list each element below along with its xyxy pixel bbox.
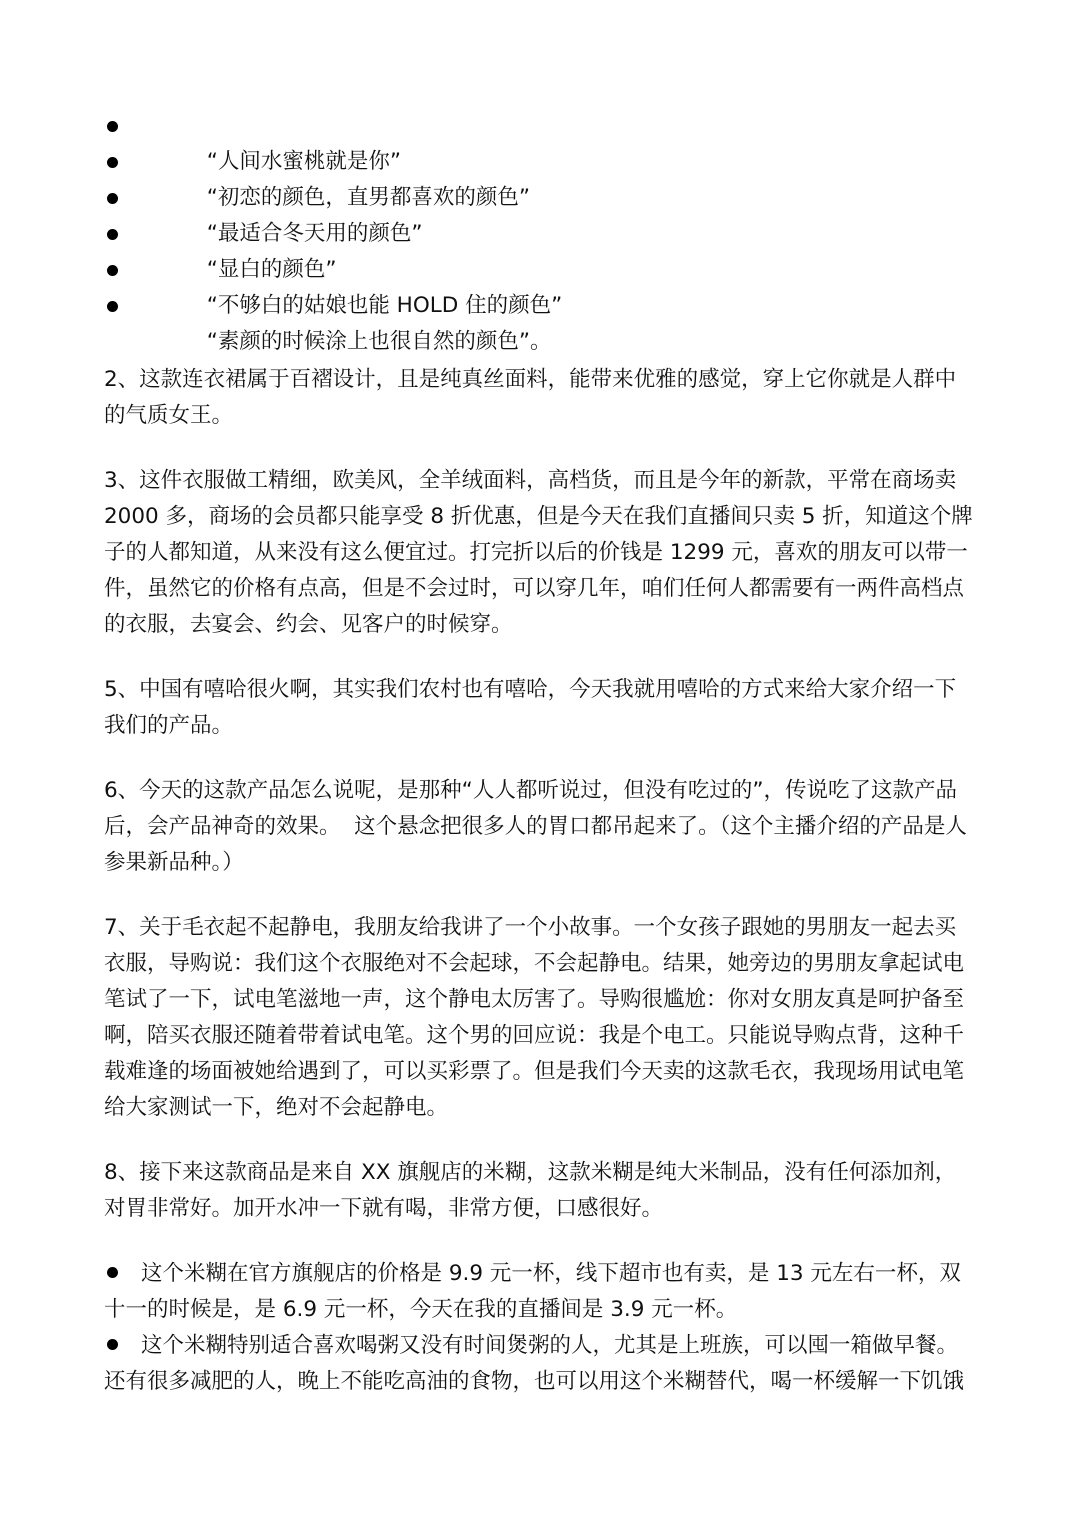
text-line: 2、这款连衣裙属于百褶设计，且是纯真丝面料，能带来优雅的感觉，穿上它你就是人群中	[104, 367, 957, 392]
bullet-text: “素颜的时候涂上也很自然的颜色”。	[206, 329, 552, 354]
bullet-item	[104, 288, 984, 354]
text-line: 载难逢的场面被她给遇到了，可以买彩票了。但是我们今天卖的这款毛衣，我现场用试电笔	[104, 1059, 965, 1084]
bullet-dot-icon	[107, 1339, 118, 1350]
paragraph-2	[104, 362, 984, 434]
text-line: 后，会产品神奇的效果。 这个悬念把很多人的胃口都吊起来了。（这个主播介绍的产品是人	[104, 814, 967, 839]
text-line: 啊，陪买衣服还随着带着试电笔。这个男的回应说：我是个电工。只能说导购点背，这种千	[104, 1023, 965, 1048]
slogan-bullet-list	[104, 108, 984, 354]
text-line: 十一的时候是，是 6.9 元一杯，今天在我的直播间是 3.9 元一杯。	[104, 1297, 738, 1322]
text-line: 5、中国有嘻哈很火啊，其实我们农村也有嘻哈，今天我就用嘻哈的方式来给大家介绍一下	[104, 677, 957, 702]
bullet-text: “最适合冬天用的颜色”	[206, 221, 423, 246]
text-line: 笔试了一下，试电笔滋地一声，这个静电太厉害了。导购很尴尬：你对女朋友真是呵护备至	[104, 987, 965, 1012]
text-line: 参果新品种。）	[104, 850, 244, 875]
price-bullet-list	[104, 1256, 984, 1400]
text-line: 7、关于毛衣起不起静电，我朋友给我讲了一个小故事。一个女孩子跟她的男朋友一起去买	[104, 915, 957, 940]
bullet-dot-icon	[107, 157, 118, 168]
paragraph-8	[104, 1155, 984, 1227]
paragraph-6	[104, 773, 984, 881]
bullet-dot-icon	[107, 265, 118, 276]
text-line: 给大家测试一下，绝对不会起静电。	[104, 1095, 449, 1120]
bullet-dot-icon	[107, 193, 118, 204]
document-body	[104, 108, 984, 1400]
bullet-item	[104, 108, 984, 174]
paragraph-5	[104, 672, 984, 744]
text-line: 衣服，导购说：我们这个衣服绝对不会起球，不会起静电。结果，她旁边的男朋友拿起试电	[104, 951, 965, 976]
paragraph-3	[104, 463, 984, 643]
bullet-text: “初恋的颜色，直男都喜欢的颜色”	[206, 185, 530, 210]
bullet-text: “显白的颜色”	[206, 257, 337, 282]
text-line: 6、今天的这款产品怎么说呢，是那种“人人都听说过，但没有吃过的”，传说吃了这款产品	[104, 778, 957, 803]
bullet-dot-icon	[107, 229, 118, 240]
text-line: 还有很多减肥的人，晚上不能吃高油的食物，也可以用这个米糊替代，喝一杯缓解一下饥饿	[104, 1369, 965, 1394]
bullet-item	[104, 1256, 984, 1328]
bullet-item	[104, 1328, 984, 1400]
bullet-item	[104, 252, 984, 318]
text-line: 8、接下来这款商品是来自 XX 旗舰店的米糊，这款米糊是纯大米制品，没有任何添加剂，	[104, 1160, 957, 1185]
bullet-dot-icon	[107, 1267, 118, 1278]
bullet-text: “不够白的姑娘也能 HOLD 住的颜色”	[206, 293, 563, 318]
bullet-item	[104, 144, 984, 210]
text-line: 件，虽然它的价格有点高，但是不会过时，可以穿几年，咱们任何人都需要有一两件高档点	[104, 576, 965, 601]
bullet-text: 这个米糊特别适合喜欢喝粥又没有时间煲粥的人，尤其是上班族，可以囤一箱做早餐。	[141, 1333, 959, 1358]
text-line: 3、这件衣服做工精细，欧美风，全羊绒面料，高档货，而且是今年的新款，平常在商场卖	[104, 468, 957, 493]
text-line	[104, 1328, 984, 1364]
text-line: 的气质女王。	[104, 403, 234, 428]
bullet-dot-icon	[107, 121, 118, 132]
bullet-text: 这个米糊在官方旗舰店的价格是 9.9 元一杯，线下超市也有卖，是 13 元左右一杯，双	[141, 1261, 961, 1286]
paragraph-7	[104, 910, 984, 1126]
bullet-item	[104, 180, 984, 246]
bullet-text: “人间水蜜桃就是你”	[206, 149, 401, 174]
text-line: 对胃非常好。加开水冲一下就有喝，非常方便，口感很好。	[104, 1196, 664, 1221]
bullet-item	[104, 216, 984, 282]
text-line: 的衣服，去宴会、约会、见客户的时候穿。	[104, 612, 513, 637]
text-line: 我们的产品。	[104, 713, 234, 738]
text-line: 子的人都知道，从来没有这么便宜过。打完折以后的价钱是 1299 元，喜欢的朋友可以带一	[104, 540, 968, 565]
bullet-dot-icon	[107, 301, 118, 312]
text-line	[104, 1256, 984, 1292]
text-line: 2000 多，商场的会员都只能享受 8 折优惠，但是今天在我们直播间只卖 5 折，知道这个牌	[104, 504, 973, 529]
